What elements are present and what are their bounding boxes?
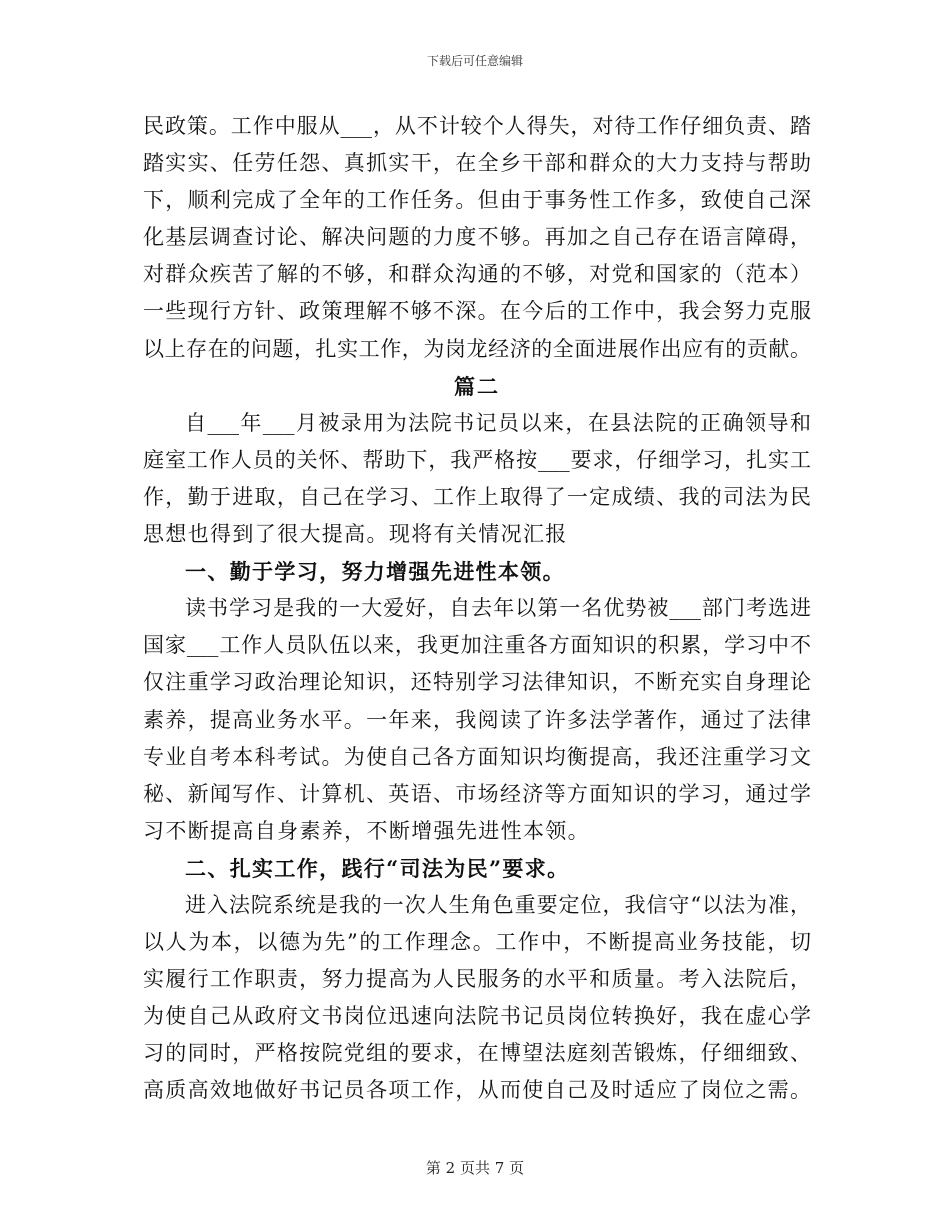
document-body: [143, 108, 811, 1110]
text-line: 专业自考本科考试。为使自己各方面知识均衡提高，我还注重学习文: [143, 744, 811, 769]
text-line: 高质高效地做好书记员各项工作，从而使自己及时适应了岗位之需。: [143, 1078, 811, 1103]
text-line: 为使自己从政府文书岗位迅速向法院书记员岗位转换好，我在虚心学: [143, 1004, 811, 1029]
text-line: 作，勤于进取，自己在学习、工作上取得了一定成绩、我的司法为民: [143, 484, 811, 509]
header-note: 下载后可任意编辑: [426, 54, 523, 68]
text-line: 庭室工作人员的关怀、帮助下，我严格按___要求，仔细学习，扎实工: [143, 447, 811, 472]
text-line: 仅注重学习政治理论知识，还特别学习法律知识，不断充实自身理论: [143, 670, 811, 695]
text-line: 一些现行方针、政策理解不够不深。在今后的工作中，我会努力克服: [143, 299, 811, 324]
text-line: 习不断提高自身素养，不断增强先进性本领。: [143, 818, 590, 843]
text-line: 素养，提高业务水平。一年来，我阅读了许多法学著作，通过了法律: [143, 707, 811, 732]
section-heading: 二、扎实工作，践行“司法为民”要求。: [185, 855, 570, 881]
text-line: 习的同时，严格按院党组的要求，在博望法庭刻苦锻炼，仔细细致、: [143, 1041, 811, 1066]
text-line: 踏实实、任劳任怨、真抓实干，在全乡干部和群众的大力支持与帮助: [143, 151, 811, 176]
text-line: 对群众疾苦了解的不够，和群众沟通的不够，对党和国家的（范本）: [143, 262, 811, 287]
text-line: 下，顺利完成了全年的工作任务。但由于事务性工作多，致使自己深: [143, 188, 811, 213]
page-number: 第 2 页共 7 页: [425, 1159, 525, 1177]
text-line: 以上存在的问题，扎实工作，为岗龙经济的全面进展作出应有的贡献。: [143, 336, 811, 361]
text-line: 自___年___月被录用为法院书记员以来，在县法院的正确领导和: [185, 410, 811, 435]
text-line: 化基层调查讨论、解决问题的力度不够。再加之自己存在语言障碍，: [143, 225, 811, 250]
text-line: 进入法院系统是我的一次人生角色重要定位，我信守“以法为准，: [185, 892, 811, 917]
text-line: 以人为本，以德为先”的工作理念。工作中，不断提高业务技能，切: [143, 930, 811, 955]
section-heading: 一、勤于学习，努力增强先进性本领。: [185, 559, 565, 585]
text-line: 实履行工作职责，努力提高为人民服务的水平和质量。考入法院后，: [143, 967, 811, 992]
section-title: 篇二: [454, 373, 500, 399]
text-line: 秘、新闻写作、计算机、英语、市场经济等方面知识的学习，通过学: [143, 781, 811, 806]
text-line: 读书学习是我的一大爱好，自去年以第一名优势被___部门考选进: [185, 596, 811, 621]
text-line: 思想也得到了很大提高。现将有关情况汇报: [143, 522, 568, 547]
text-line: 国家___工作人员队伍以来，我更加注重各方面知识的积累，学习中不: [143, 633, 811, 658]
text-line: 民政策。工作中服从___，从不计较个人得失，对待工作仔细负责、踏: [143, 114, 811, 138]
